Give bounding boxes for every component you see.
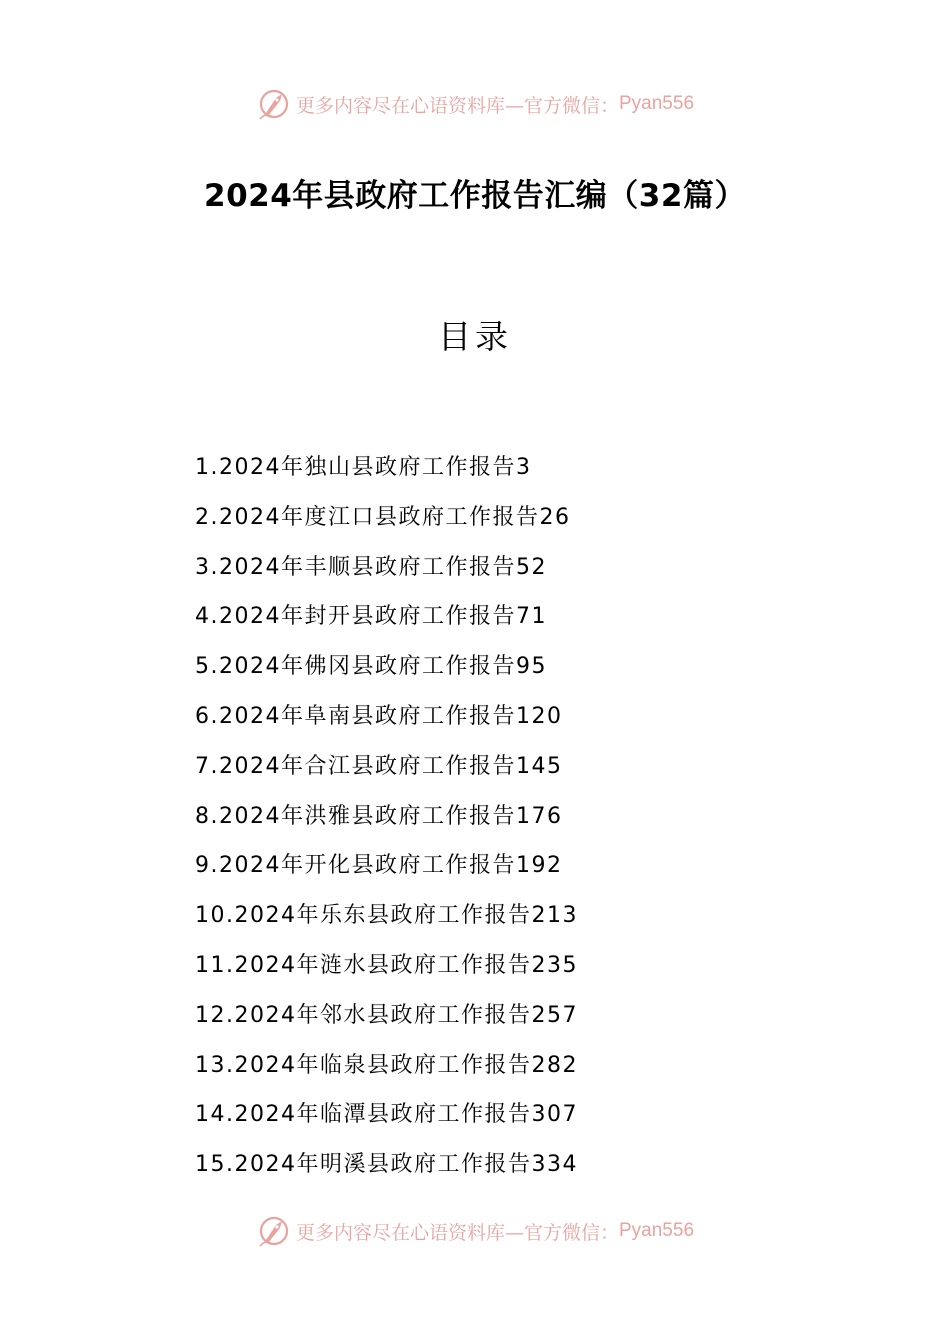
toc-entry: 7.2024年合江县政府工作报告145 (195, 753, 563, 779)
watermark-wechat-id: Pyan556 (619, 1220, 695, 1241)
toc-entry: 14.2024年临潭县政府工作报告307 (195, 1102, 578, 1128)
watermark-wechat-id: Pyan556 (619, 93, 695, 114)
toc-entry: 13.2024年临泉县政府工作报告282 (195, 1052, 578, 1078)
toc-entry: 5.2024年佛冈县政府工作报告95 (195, 654, 547, 680)
pen-nib-logo-icon (256, 1213, 292, 1249)
toc-entry: 6.2024年阜南县政府工作报告120 (195, 703, 563, 729)
header-watermark (0, 84, 950, 124)
toc-entry: 10.2024年乐东县政府工作报告213 (195, 903, 578, 929)
toc-entry: 3.2024年丰顺县政府工作报告52 (195, 554, 547, 580)
toc-entry: 1.2024年独山县政府工作报告3 (195, 455, 532, 480)
watermark-text: 更多内容尽在心语资料库—官方微信： (295, 1221, 619, 1244)
document-title: 2024年县政府工作报告汇编（32篇） (204, 178, 746, 214)
toc-entry: 2.2024年度江口县政府工作报告26 (195, 504, 571, 530)
toc-entry: 8.2024年洪雅县政府工作报告176 (195, 803, 563, 829)
toc-entry: 11.2024年涟水县政府工作报告235 (195, 952, 578, 978)
toc-heading: 目录 (438, 317, 512, 356)
toc-list (195, 443, 578, 1190)
toc-entry: 9.2024年开化县政府工作报告192 (195, 853, 563, 879)
footer-watermark (0, 1211, 950, 1251)
watermark-text: 更多内容尽在心语资料库—官方微信： (295, 94, 619, 117)
pen-nib-logo-icon (256, 86, 292, 122)
toc-entry: 12.2024年邻水县政府工作报告257 (195, 1002, 578, 1028)
toc-entry: 4.2024年封开县政府工作报告71 (195, 604, 547, 630)
toc-entry: 15.2024年明溪县政府工作报告334 (195, 1152, 578, 1178)
